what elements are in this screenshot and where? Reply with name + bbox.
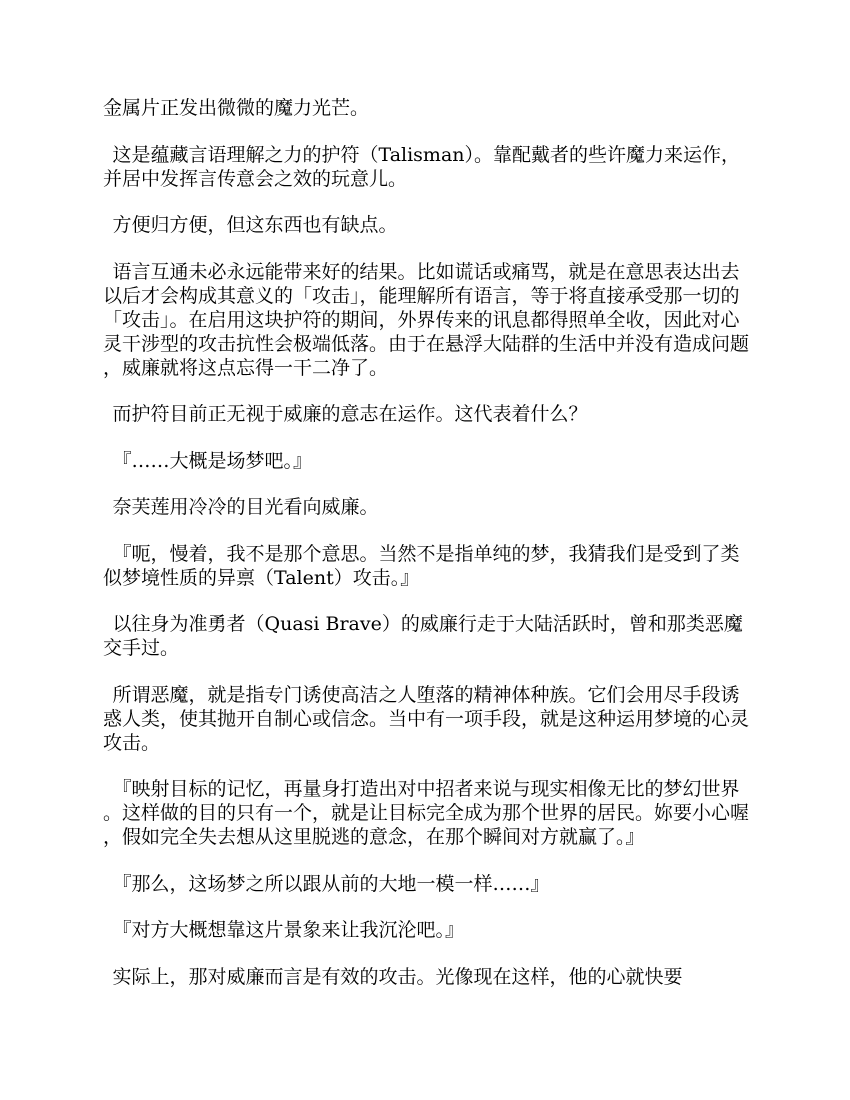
paragraph: 方便归方便，但这东西也有缺点。 <box>112 214 398 236</box>
paragraph: 『……大概是场梦吧。』 <box>112 449 313 472</box>
paragraph: 所谓恶魔，就是指专门诱使高洁之人堕落的精神体种族。它们会用尽手段诱惑人类，使其抛开自制心或信念。当中有一项手段，就是这种运用梦境的心灵攻击。 <box>103 683 750 754</box>
paragraph: 『映射目标的记忆，再量身打造出对中招者来说与现实相像无比的梦幻世界。这样做的目的只有一个，就是让目标完全成为那个世界的居民。妳要小心喔，假如完全失去想从这里脱逃的意念，在那个瞬间对方就赢了。』 <box>103 778 750 848</box>
paragraph: 『那么，这场梦之所以跟从前的大地一模一样……』 <box>112 872 550 895</box>
paragraph: 而护符目前正无视于威廉的意志在运作。这代表着什么？ <box>112 403 588 425</box>
paragraph: 语言互通未必永远能带来好的结果。比如谎话或痛骂，就是在意思表达出去以后才会构成其意义的「攻击」，能理解所有语言，等于将直接承受那一切的「攻击」。在启用这块护符的期间，外界传来的讯息都得照单全收，因此对心灵干涉型的攻击抗性会极端低落。由于在悬浮大陆群的生活中并没有造成问题，威廉就将这点忘得一干二净了。 <box>103 260 750 379</box>
paragraph: 奈芙莲用冷冷的目光看向威廉。 <box>112 496 379 518</box>
paragraph: 这是蕴藏言语理解之力的护符（Talisman）。靠配戴者的些许魔力来运作，并居中发挥言传意会之效的玩意儿。 <box>103 143 741 190</box>
paragraph: 金属片正发出微微的魔力光芒。 <box>103 97 370 119</box>
paragraph: 以往身为准勇者（Quasi Brave）的威廉行走于大陆活跃时，曾和那类恶魔交手过。 <box>103 613 743 659</box>
paragraph: 『呃，慢着，我不是那个意思。当然不是指单纯的梦，我猜我们是受到了类似梦境性质的异禀（Talent）攻击。』 <box>103 542 740 589</box>
paragraph: 实际上，那对威廉而言是有效的攻击。光像现在这样，他的心就快要 <box>112 965 683 988</box>
paragraph: 『对方大概想靠这片景象来让我沉沦吧。』 <box>112 919 465 941</box>
document-page <box>103 96 751 1011</box>
